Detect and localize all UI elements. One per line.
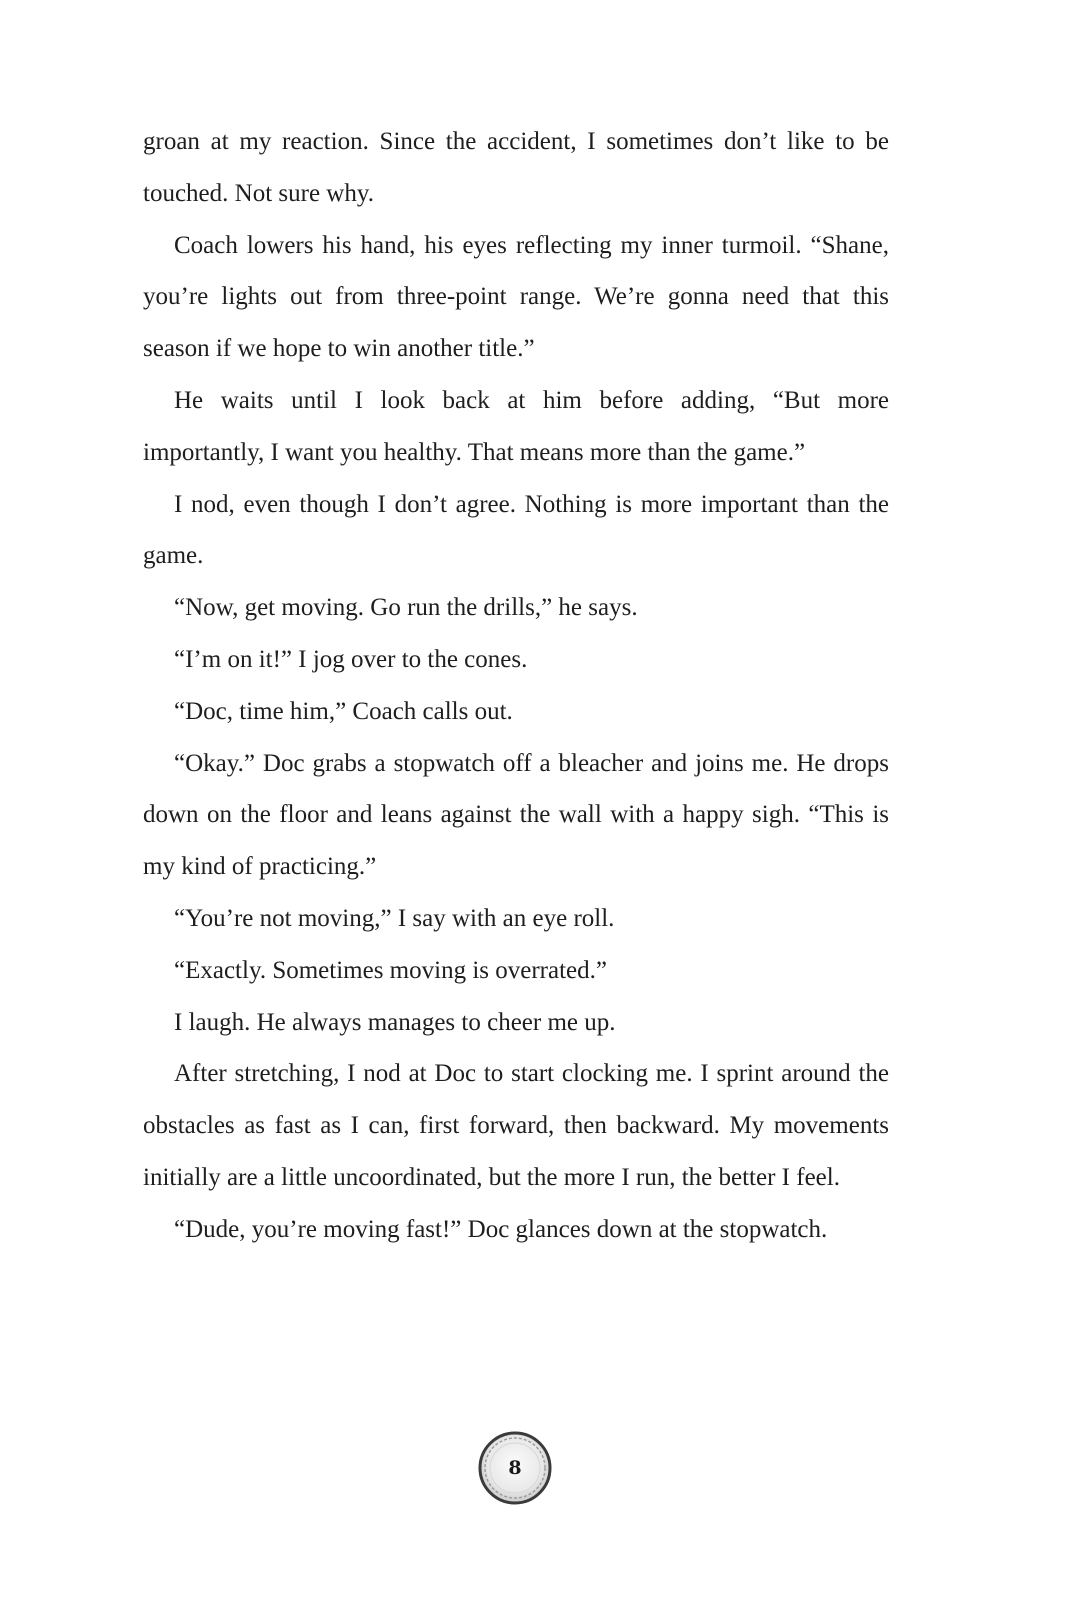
paragraph: I nod, even though I don’t agree. Nothing is more important than the game.	[143, 490, 889, 570]
paragraph: “I’m on it!” I jog over to the cones.	[174, 645, 528, 673]
paragraph: I laugh. He always manages to cheer me up.	[174, 1008, 616, 1036]
paragraph: After stretching, I nod at Doc to start clocking me. I sprint around the obstacles as fast as I can, first forward, then backward. My movements initially are a little uncoordinated, but the more I run, the better I feel.	[143, 1060, 889, 1191]
body-text	[143, 116, 889, 1256]
paragraph: Coach lowers his hand, his eyes reflecting my inner turmoil. “Shane, you’re lights out from three-point range. We’re gonna need that this season if we hope to win another title.”	[143, 231, 889, 363]
paragraph: “Dude, you’re moving fast!” Doc glances down at the stopwatch.	[174, 1215, 828, 1243]
paragraph: “Doc, time him,” Coach calls out.	[174, 697, 513, 725]
paragraph: “Okay.” Doc grabs a stopwatch off a bleacher and joins me. He drops down on the floor and leans against the wall with a happy sigh. “This is my kind of practicing.”	[143, 749, 889, 881]
paragraph: He waits until I look back at him before adding, “But more importantly, I want you healthy. That means more than the game.”	[143, 386, 889, 466]
paragraph: “Exactly. Sometimes moving is overrated.”	[174, 956, 607, 984]
page-number-badge	[477, 1430, 553, 1506]
paragraph-continued: groan at my reaction. Since the accident, I sometimes don’t like to be touched. Not sure why.	[143, 128, 889, 207]
page-number: 8	[508, 1457, 522, 1479]
paragraph: “Now, get moving. Go run the drills,” he says.	[174, 594, 638, 622]
paragraph: “You’re not moving,” I say with an eye roll.	[174, 904, 615, 932]
